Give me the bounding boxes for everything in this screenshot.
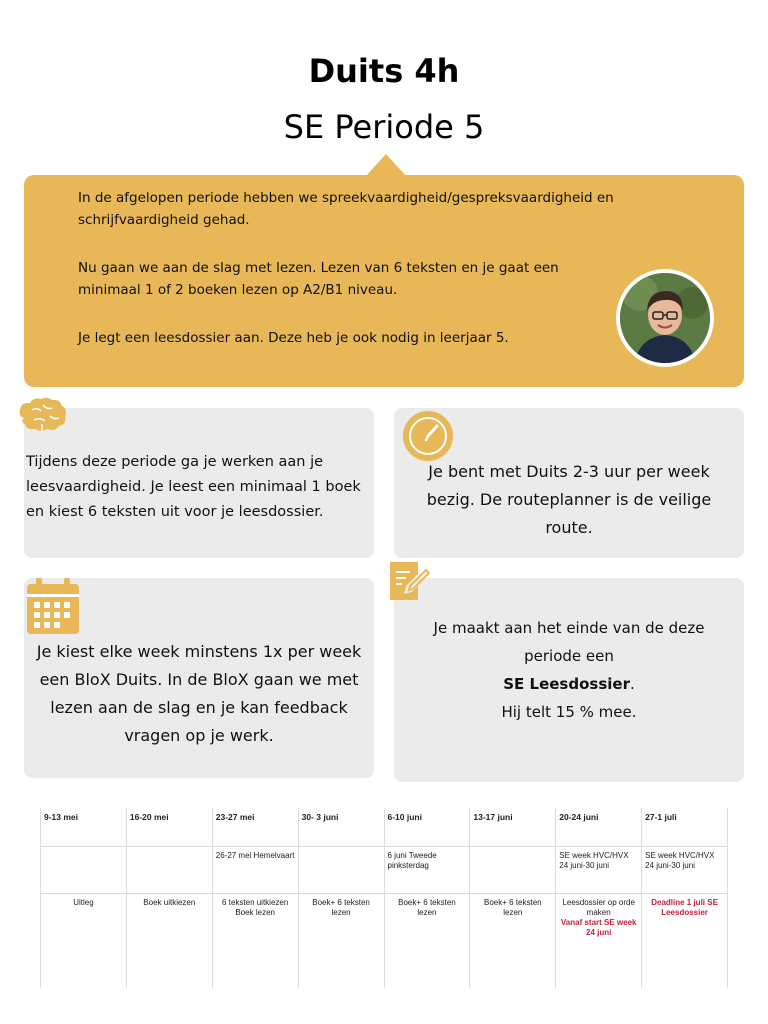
clock-icon (402, 410, 454, 462)
assessment-text (404, 614, 734, 726)
intro-paragraph: Je legt een leesdossier aan. Deze heb je ook nodig in leerjaar 5. (78, 330, 509, 346)
intro-paragraph: In de afgelopen periode hebben we spreekvaardigheid/gespreksvaardigheid en schrijfvaardigheid gehad. (78, 190, 614, 228)
task-cell (642, 894, 728, 989)
calendar-icon (26, 578, 80, 636)
assessment-line-3: Hij telt 15 % mee. (501, 703, 637, 721)
note-cell (470, 847, 556, 894)
task-cell (470, 894, 556, 989)
assessment-line-2 (404, 670, 734, 698)
time-text: Je bent met Duits 2-3 uur per week bezig. De routeplanner is de veilige route. (426, 462, 712, 537)
brain-icon (14, 396, 70, 436)
teacher-avatar (616, 269, 714, 367)
week-header: 6-10 juni (384, 808, 470, 847)
note-cell (298, 847, 384, 894)
skill-text: Tijdens deze periode ga je werken aan je leesvaardigheid. Je leest een minimaal 1 boek en kiest 6 teksten uit voor je leesdossier. (26, 454, 361, 520)
assessment-line-1: Je maakt aan het einde van de deze periode een (433, 619, 705, 665)
task-highlight: Deadline 1 juli SE Leesdossier (651, 898, 718, 917)
avatar-portrait (620, 273, 710, 363)
task-cell (41, 894, 127, 989)
week-header: 16-20 mei (126, 808, 212, 847)
task-cell (212, 894, 298, 989)
intro-text (78, 187, 618, 375)
week-header: 23-27 mei (212, 808, 298, 847)
week-header: 30- 3 juni (298, 808, 384, 847)
week-header: 20-24 juni (556, 808, 642, 847)
task-text: Uitleg (73, 898, 94, 907)
task-text: Boek uitkiezen (143, 898, 196, 907)
note-cell: 26-27 mei Hemelvaart (212, 847, 298, 894)
edit-icon (388, 560, 430, 602)
planner-tasks-row (41, 894, 728, 989)
assessment-card (394, 578, 744, 782)
note-cell: SE week HVC/HVX 24 juni-30 juni (556, 847, 642, 894)
task-text: Boek+ 6 teksten lezen (312, 898, 370, 917)
note-cell: 6 juni Tweede pinksterdag (384, 847, 470, 894)
week-header: 9-13 mei (41, 808, 127, 847)
page-title: Duits 4h (308, 52, 460, 90)
note-cell (41, 847, 127, 894)
task-cell (384, 894, 470, 989)
schedule-text: Je kiest elke week minstens 1x per week een BloX Duits. In de BloX gaan we met lezen aan de slag en je kan feedback vragen op je werk. (36, 642, 362, 745)
week-header: 27-1 juli (642, 808, 728, 847)
task-cell (126, 894, 212, 989)
intro-panel (24, 175, 744, 387)
week-header: 13-17 juni (470, 808, 556, 847)
note-cell: SE week HVC/HVX 24 juni-30 juni (642, 847, 728, 894)
task-highlight: Vanaf start SE week 24 juni (560, 918, 637, 937)
task-text: Leesdossier op orde maken (562, 898, 635, 917)
skill-card (24, 408, 374, 558)
intro-notch (366, 154, 406, 176)
task-text: Boek+ 6 teksten lezen (398, 898, 456, 917)
note-cell (126, 847, 212, 894)
task-text: 6 teksten uitkiezen Boek lezen (222, 898, 289, 917)
planner-table (40, 808, 728, 988)
page-subtitle: SE Periode 5 (283, 108, 485, 146)
task-cell (556, 894, 642, 989)
planner-header-row (41, 808, 728, 847)
planner-notes-row (41, 847, 728, 894)
assessment-emphasis: SE Leesdossier (503, 675, 630, 693)
task-text: Boek+ 6 teksten lezen (484, 898, 542, 917)
intro-paragraph: Nu gaan we aan de slag met lezen. Lezen van 6 teksten en je gaat een minimaal 1 of 2 boeken lezen op A2/B1 niveau. (78, 260, 559, 298)
assessment-period: . (629, 675, 635, 693)
task-cell (298, 894, 384, 989)
